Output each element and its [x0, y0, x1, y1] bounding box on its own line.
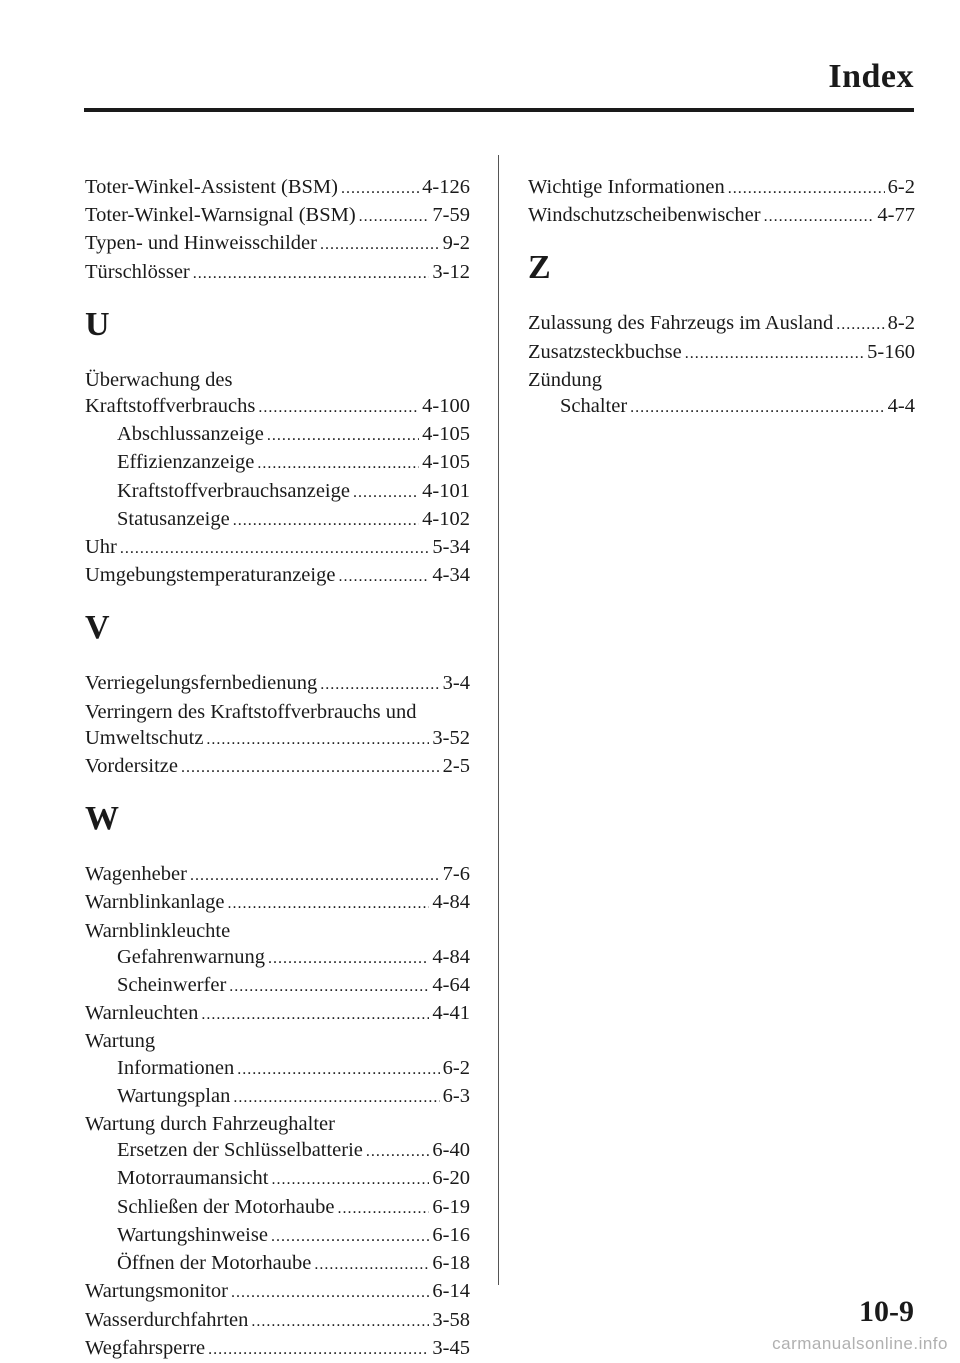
dot-leader: [258, 395, 419, 421]
entry-page-ref: 6-16: [432, 1223, 470, 1246]
entry-term: Wartungshinweise: [117, 1223, 268, 1246]
entry-page-ref: 5-34: [432, 536, 470, 559]
entry-term: Typen- und Hinweisschilder: [85, 232, 317, 255]
watermark-text: carmanualsonline.info: [772, 1334, 948, 1353]
entry-term: Informationen: [117, 1056, 235, 1079]
index-entry: [528, 339, 915, 367]
entry-term: Schließen der Motorhaube: [117, 1195, 335, 1218]
entry-term: Motorraumansicht: [117, 1167, 269, 1190]
entry-term: Toter-Winkel-Assistent (BSM): [85, 176, 338, 198]
dot-leader: [257, 451, 419, 477]
dot-leader: [685, 341, 864, 367]
dot-leader: [366, 1139, 430, 1165]
dot-leader: [201, 1002, 429, 1028]
index-subentry: [85, 1165, 470, 1193]
entry-term: Ersetzen der Schlüsselbatterie: [117, 1139, 363, 1162]
entry-page-ref: 6-18: [432, 1252, 470, 1275]
index-entry: [85, 1278, 470, 1306]
dot-leader: [190, 863, 440, 889]
section-letter: Z: [528, 249, 551, 287]
dot-leader: [728, 176, 885, 202]
entry-term: Abschlussanzeige: [117, 423, 264, 446]
entry-term: Kraftstoffverbrauchs: [85, 395, 256, 418]
entry-page-ref: 6-19: [432, 1195, 470, 1218]
entry-page-ref: 4-105: [422, 423, 470, 446]
entry-term: Windschutzscheibenwischer: [528, 204, 761, 227]
entry-page-ref: 7-6: [442, 863, 470, 886]
index-entry: [85, 1000, 470, 1028]
index-entry: [85, 861, 470, 889]
dot-leader: [338, 564, 429, 590]
section-letter: V: [85, 609, 110, 647]
index-column-left: [85, 174, 470, 1363]
index-heading: Überwachung des: [85, 368, 233, 391]
entry-page-ref: 4-84: [432, 891, 470, 914]
dot-leader: [271, 1224, 429, 1250]
index-entry: [85, 1335, 470, 1363]
entry-term: Umgebungstemperaturanzeige: [85, 564, 336, 587]
entry-page-ref: 6-40: [432, 1139, 470, 1162]
index-subentry: [528, 393, 915, 421]
index-subentry: [85, 449, 470, 477]
index-entry: [85, 753, 470, 781]
index-entry: [85, 230, 470, 258]
dot-leader: [359, 204, 430, 230]
entry-term: Wartungsmonitor: [85, 1280, 228, 1303]
dot-leader: [268, 946, 429, 972]
index-heading: Wartung: [85, 1030, 156, 1053]
dot-leader: [353, 480, 419, 506]
entry-page-ref: 5-160: [867, 340, 915, 363]
index-entry: [528, 202, 915, 230]
dot-leader: [228, 891, 430, 917]
dot-leader: [251, 1309, 429, 1335]
index-subentry: [85, 1222, 470, 1250]
dot-leader: [233, 508, 419, 534]
entry-term: Gefahrenwarnung: [117, 945, 265, 968]
index-entry: [85, 393, 470, 421]
index-heading: Wartung durch Fahrzeughalter: [85, 1113, 335, 1136]
entry-page-ref: 4-41: [432, 1002, 470, 1025]
entry-term: Zusatzsteckbuchse: [528, 340, 682, 363]
index-heading: Zündung: [528, 368, 603, 391]
entry-term: Wichtige Informationen: [528, 176, 725, 198]
entry-page-ref: 4-101: [422, 479, 470, 502]
dot-leader: [271, 1167, 429, 1193]
dot-leader: [764, 204, 875, 230]
entry-page-ref: 4-102: [422, 507, 470, 530]
entry-term: Vordersitze: [85, 755, 178, 778]
dot-leader: [341, 176, 419, 202]
entry-term: Statusanzeige: [117, 507, 230, 530]
entry-term: Schalter: [560, 395, 628, 418]
entry-term: Zulassung des Fahrzeugs im Ausland: [528, 312, 834, 335]
index-subentry: [85, 1137, 470, 1165]
dot-leader: [337, 1196, 429, 1222]
index-entry: [85, 889, 470, 917]
column-divider: [498, 155, 499, 1285]
entry-term: Öffnen der Motorhaube: [117, 1252, 312, 1275]
index-entry: [85, 562, 470, 590]
dot-leader: [229, 974, 429, 1000]
index-entry: [85, 1307, 470, 1335]
index-entry: [528, 174, 915, 202]
entry-term: Türschlösser: [85, 260, 190, 283]
index-entry: [85, 202, 470, 230]
index-subentry: [85, 1083, 470, 1111]
entry-page-ref: 9-2: [442, 232, 470, 255]
entry-page-ref: 3-58: [432, 1308, 470, 1331]
entry-term: Warnleuchten: [85, 1002, 199, 1025]
dot-leader: [120, 536, 430, 562]
index-entry: [85, 174, 470, 202]
entry-page-ref: 3-52: [432, 726, 470, 749]
index-heading: Warnblinkleuchte: [85, 919, 231, 942]
index-subentry: [85, 1194, 470, 1222]
dot-leader: [237, 1057, 439, 1083]
dot-leader: [314, 1252, 429, 1278]
entry-term: Effizienzanzeige: [117, 451, 255, 474]
dot-leader: [267, 423, 419, 449]
index-subentry: [85, 944, 470, 972]
index-subentry: [85, 972, 470, 1000]
entry-term: Umweltschutz: [85, 726, 204, 749]
entry-page-ref: 4-100: [422, 395, 470, 418]
entry-page-ref: 6-2: [887, 176, 915, 198]
entry-page-ref: 6-14: [432, 1280, 470, 1303]
page-number: 10-9: [859, 1295, 914, 1328]
page-title: Index: [828, 58, 914, 95]
dot-leader: [320, 232, 440, 258]
header-rule: [84, 108, 914, 112]
entry-page-ref: 3-45: [432, 1336, 470, 1359]
entry-page-ref: 4-105: [422, 451, 470, 474]
dot-leader: [836, 312, 884, 338]
entry-page-ref: 2-5: [442, 755, 470, 778]
index-subentry: [85, 1250, 470, 1278]
entry-page-ref: 4-77: [877, 204, 915, 227]
index-entry: [85, 534, 470, 562]
entry-page-ref: 3-4: [442, 672, 470, 695]
entry-page-ref: 4-4: [887, 395, 915, 418]
index-subentry: [85, 1055, 470, 1083]
index-entry: [528, 310, 915, 338]
entry-term: Wegfahrsperre: [85, 1336, 206, 1359]
entry-page-ref: 8-2: [887, 312, 915, 335]
index-heading: Verringern des Kraftstoffverbrauchs und: [85, 700, 417, 723]
entry-term: Wasserdurchfahrten: [85, 1308, 249, 1331]
entry-term: Toter-Winkel-Warnsignal (BSM): [85, 204, 356, 227]
entry-term: Wartungsplan: [117, 1084, 231, 1107]
entry-page-ref: 4-126: [422, 176, 470, 198]
index-entry: [85, 259, 470, 287]
index-subentry: [85, 421, 470, 449]
dot-leader: [630, 395, 885, 421]
entry-page-ref: 6-20: [432, 1167, 470, 1190]
entry-page-ref: 6-2: [442, 1056, 470, 1079]
entry-term: Uhr: [85, 536, 117, 559]
index-column-right: [528, 174, 915, 421]
entry-page-ref: 4-64: [432, 974, 470, 997]
entry-page-ref: 4-84: [432, 945, 470, 968]
entry-term: Kraftstoffverbrauchsanzeige: [117, 479, 350, 502]
dot-leader: [233, 1085, 439, 1111]
section-letter: U: [85, 305, 110, 343]
entry-term: Scheinwerfer: [117, 974, 227, 997]
section-letter: W: [85, 800, 119, 838]
dot-leader: [181, 755, 440, 781]
index-subentry: [85, 506, 470, 534]
index-entry: [85, 725, 470, 753]
dot-leader: [208, 1337, 429, 1363]
entry-term: Wagenheber: [85, 863, 187, 886]
entry-page-ref: 7-59: [432, 204, 470, 227]
entry-page-ref: 3-12: [432, 260, 470, 283]
dot-leader: [193, 261, 430, 287]
entry-page-ref: 6-3: [442, 1084, 470, 1107]
entry-term: Verriegelungsfernbedienung: [85, 672, 318, 695]
index-subentry: [85, 478, 470, 506]
dot-leader: [206, 727, 429, 753]
dot-leader: [320, 672, 439, 698]
entry-term: Warnblinkanlage: [85, 891, 225, 914]
dot-leader: [231, 1280, 429, 1306]
index-entry: [85, 670, 470, 698]
entry-page-ref: 4-34: [432, 564, 470, 587]
